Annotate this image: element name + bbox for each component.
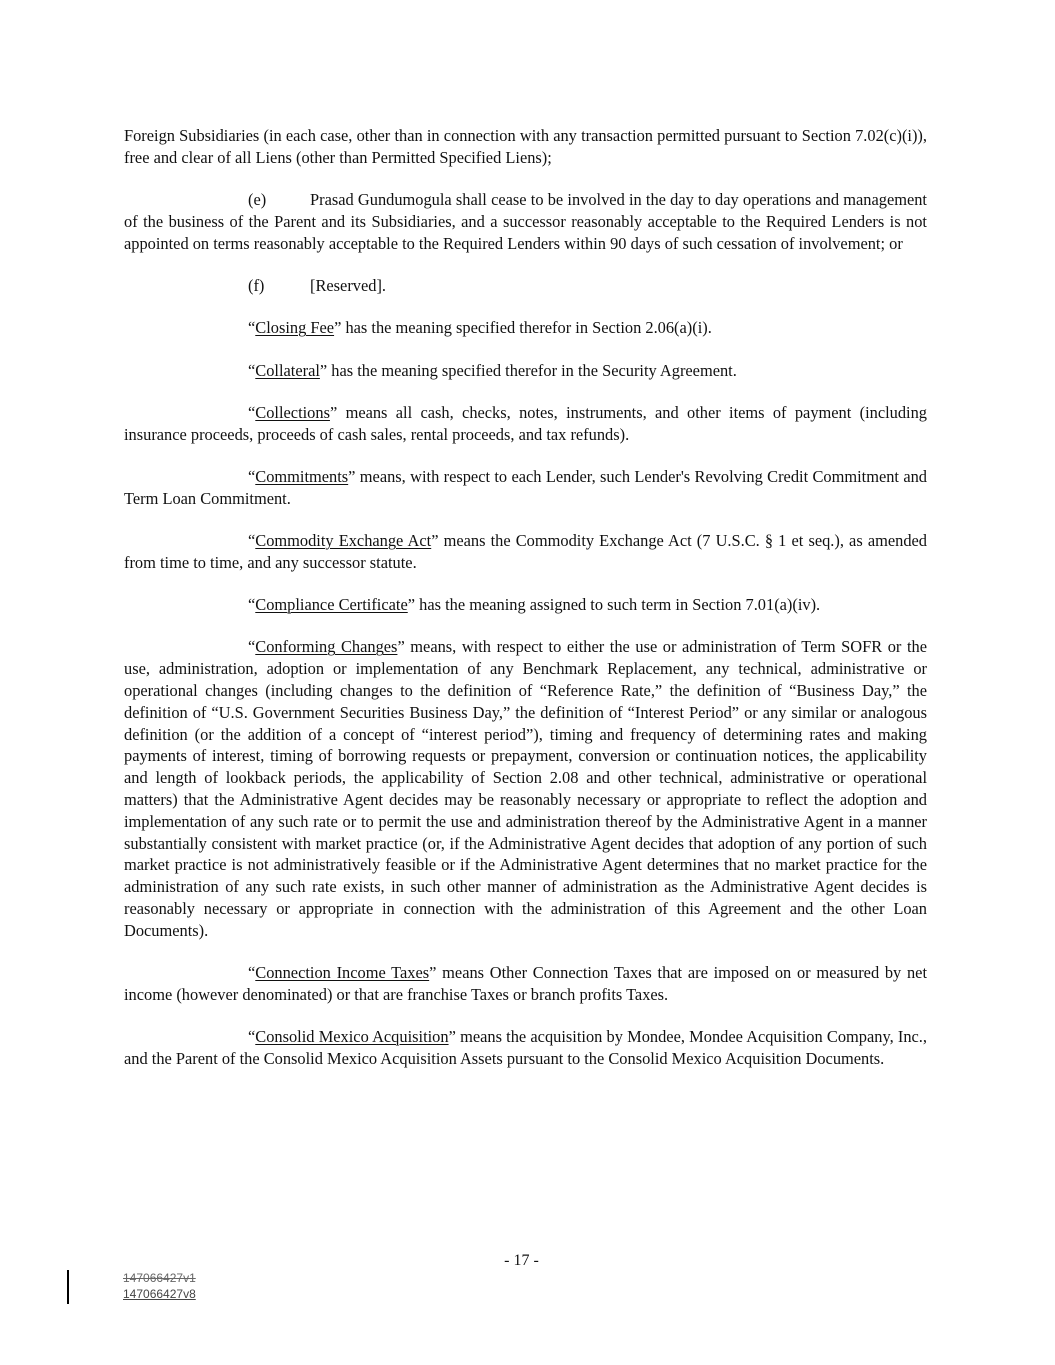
close-quote: ” xyxy=(431,531,439,551)
open-quote: “ xyxy=(248,1027,256,1047)
definition-text: has the meaning specified therefor in the Security Agreement. xyxy=(327,360,737,380)
definition-collections xyxy=(124,402,927,446)
definition-text: has the meaning specified therefor in Section 2.06(a)(i). xyxy=(341,318,712,338)
defined-term: Commitments xyxy=(255,466,349,486)
close-quote: ” xyxy=(448,1027,456,1047)
defined-term: Conforming Changes xyxy=(255,637,398,657)
close-quote: ” xyxy=(334,318,342,338)
open-quote: “ xyxy=(248,963,256,983)
defined-term: Consolid Mexico Acquisition xyxy=(255,1027,449,1047)
document-id-deleted: 147066427v1 xyxy=(123,1271,196,1285)
close-quote: ” xyxy=(348,466,356,486)
defined-term: Commodity Exchange Act xyxy=(255,531,432,551)
document-id-current: 147066427v8 xyxy=(123,1287,196,1301)
open-quote: “ xyxy=(248,402,256,422)
defined-term: Connection Income Taxes xyxy=(255,963,430,983)
close-quote: ” xyxy=(329,402,338,422)
open-quote: “ xyxy=(248,637,256,657)
definition-compliance-certificate xyxy=(124,594,927,616)
continuation-paragraph: Foreign Subsidiaries (in each case, other than in connection with any transaction permitted pursuant to Section 7.02(c)(i)), free and clear of all Liens (other than Permitted Specified Liens); xyxy=(124,126,927,167)
open-quote: “ xyxy=(248,360,256,380)
definition-consolid-mexico-acquisition xyxy=(124,1026,927,1070)
revision-change-bar xyxy=(67,1270,69,1304)
definition-text: means, with respect to each Lender, such Lender's Revolving Credit Commitment and Term Loan Commitment. xyxy=(124,466,927,508)
definition-commitments xyxy=(124,466,927,510)
definition-closing-fee xyxy=(124,317,927,339)
defined-term: Collections xyxy=(255,402,330,422)
definition-connection-income-taxes xyxy=(124,962,927,1006)
defined-term: Collateral xyxy=(255,360,320,380)
close-quote: ” xyxy=(429,963,437,983)
definition-conforming-changes xyxy=(124,636,927,941)
definition-commodity-exchange-act xyxy=(124,530,927,574)
document-body xyxy=(124,125,927,1090)
close-quote: ” xyxy=(397,637,405,657)
definition-text: means the acquisition by Mondee, Mondee Acquisition Company, Inc., and the Parent of the Consolid Mexico Acquisition Assets pursuant to the Consolid Mexico Acquisition Documents. xyxy=(124,1027,928,1068)
definition-text: means all cash, checks, notes, instruments, and other items of payment (including insurance proceeds, proceeds of cash sales, rental proceeds, and tax refunds). xyxy=(124,402,927,444)
definition-text: means, with respect to either the use or administration of Term SOFR or the use, administration, adoption or implementation of any Benchmark Replacement, any technical, administrative or operational changes (including changes to the definition of “Reference Rate,” the definition of “Business Day,” the definition of “U.S. Government Securities Business Day,” the definition of “Interest Period” or any similar or analogous definition (or the addition of a concept of “interest period”), timing and frequency of determining rates and making payments of interest, timing of borrowing requests or prepayment, conversion or continuation notices, the applicability and length of lookback periods, the applicability of Section 2.08 and other technical, administrative or operational matters) that the Administrative Agent decides may be reasonably necessary or appropriate to reflect the adoption and implementation of any such rate or to permit the use and administration thereof by the Administrative Agent in a manner substantially consistent with market practice (or, if the Administrative Agent decides that adoption of any portion of such market practice is not administratively feasible or if the Administrative Agent determines that no market practice for the administration of any such rate exists, in such other manner of administration as the Administrative Agent decides is reasonably necessary or appropriate in connection with the administration of this Agreement and the other Loan Documents). xyxy=(124,637,927,940)
clause-f-marker: (f) xyxy=(248,275,265,295)
definition-text: means Other Connection Taxes that are imposed on or measured by net income (however denominated) or that are franchise Taxes or branch profits Taxes. xyxy=(124,963,928,1004)
open-quote: “ xyxy=(248,318,256,338)
close-quote: ” xyxy=(407,595,416,615)
definition-text: has the meaning assigned to such term in Section 7.01(a)(iv). xyxy=(415,595,821,615)
clause-f-text: [Reserved]. xyxy=(310,275,386,295)
definition-text: means the Commodity Exchange Act (7 U.S.C. § 1 et seq.), as amended from time to time, and any successor statute. xyxy=(124,531,927,572)
page-number: - 17 - xyxy=(504,1252,539,1269)
document-id-stamp xyxy=(123,1270,196,1302)
definition-collateral xyxy=(124,360,927,382)
open-quote: “ xyxy=(248,531,256,551)
clause-e-marker: (e) xyxy=(248,190,267,210)
defined-term: Compliance Certificate xyxy=(255,595,408,615)
clause-f xyxy=(124,275,927,297)
defined-term: Closing Fee xyxy=(255,318,335,338)
clause-e-text: Prasad Gundumogula shall cease to be involved in the day to day operations and management of the business of the Parent and its Subsidiaries, and a successor reasonably acceptable to the Required Lenders is not appointed on terms reasonably acceptable to the Required Lenders within 90 days of such cessation of involvement; or xyxy=(124,190,927,253)
open-quote: “ xyxy=(248,595,256,615)
clause-e xyxy=(124,189,927,254)
open-quote: “ xyxy=(248,466,256,486)
close-quote: ” xyxy=(319,360,328,380)
